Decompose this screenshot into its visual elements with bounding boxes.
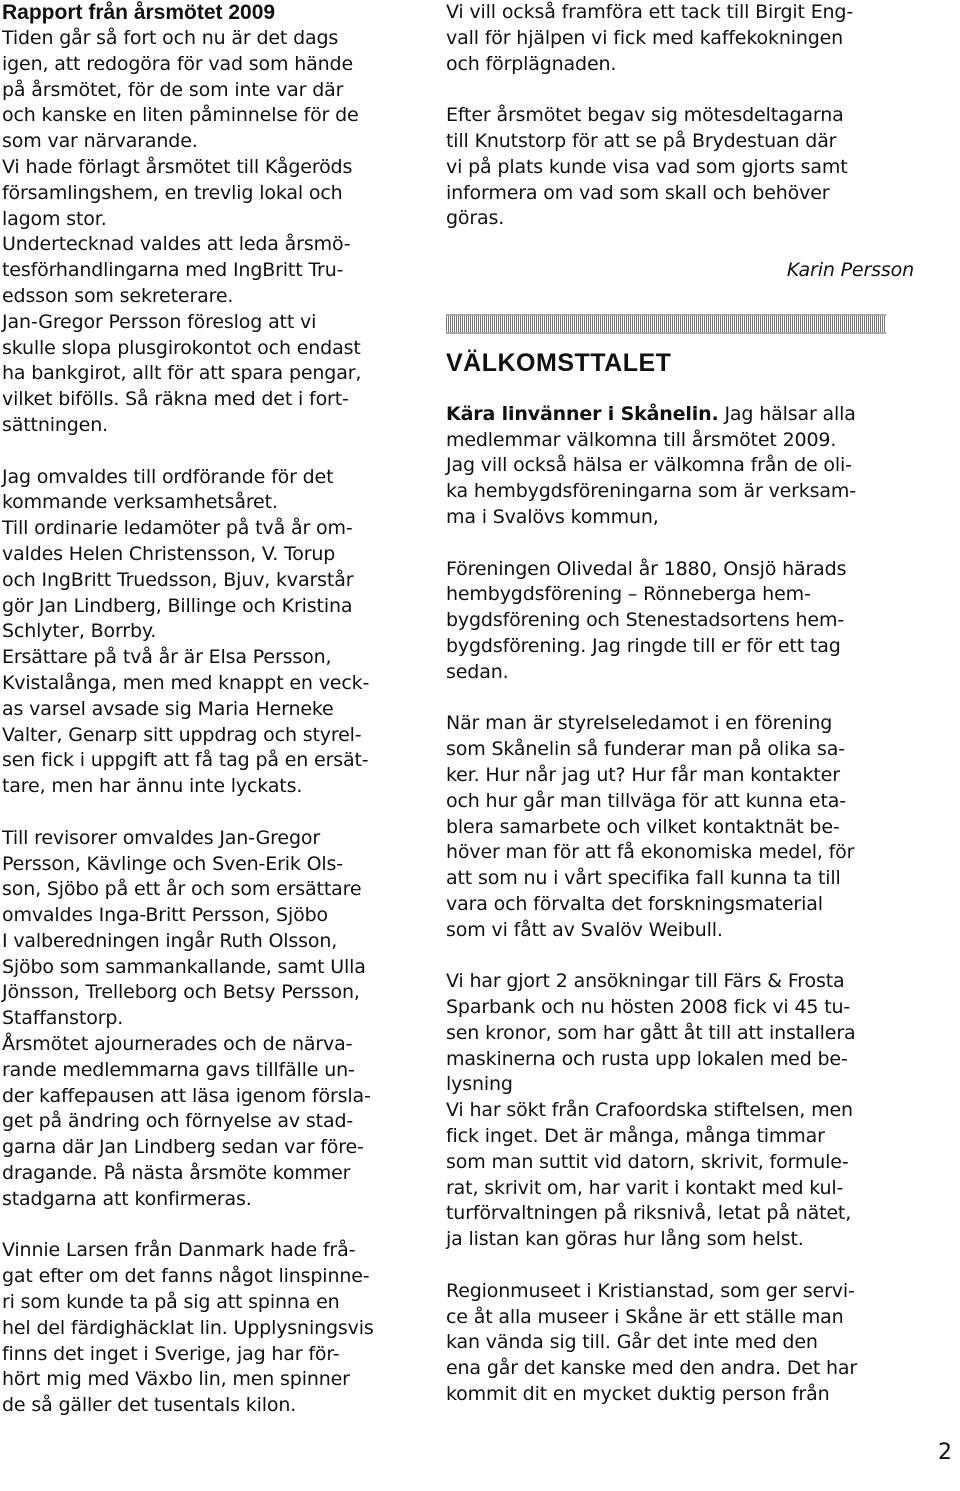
greeting-rest: Jag hälsar alla xyxy=(718,402,856,425)
text-line: vara och förvalta det forskningsmaterial xyxy=(446,892,823,915)
text-line: ena går det kanske med den andra. Det har xyxy=(446,1357,858,1380)
text-line: ri som kunde ta på sig att spinna en xyxy=(2,1291,340,1314)
text-line: ma i Svalövs kommun, xyxy=(446,505,659,528)
text-line: och hur går man tillväga för att kunna eta- xyxy=(446,789,846,812)
text-line: turförvaltningen på riksnivå, letat på nätet, xyxy=(446,1202,852,1225)
text-line: Efter årsmötet begav sig mötesdeltagarna xyxy=(446,104,844,127)
page-number: 2 xyxy=(938,1440,952,1465)
text-line: och IngBritt Truedsson, Bjuv, kvarstår xyxy=(2,568,354,591)
text-line: stadgarna att konfirmeras. xyxy=(2,1187,252,1210)
text-line: Sparbank och nu hösten 2008 fick vi 45 tu- xyxy=(446,996,851,1019)
text-line: Tiden går så fort och nu är det dags xyxy=(2,27,339,49)
text-line: de så gäller det tusentals kilon. xyxy=(2,1394,297,1417)
text-line: Till revisorer omvaldes Jan-Gregor xyxy=(2,826,320,849)
paragraph-gap xyxy=(446,77,920,103)
text-line: Undertecknad valdes att leda årsmö- xyxy=(2,233,351,256)
text-line: ja listan kan göras hur lång som helst. xyxy=(446,1228,804,1251)
text-line: kan vända sig till. Går det inte med den xyxy=(446,1331,818,1354)
text-line: der kaffepausen att läsa igenom försla- xyxy=(2,1084,371,1107)
right-article-ending xyxy=(446,0,920,232)
text-line: get på ändring och förnyelse av stad- xyxy=(2,1110,354,1133)
text-line: rande medlemmarna gavs tillfälle un- xyxy=(2,1058,355,1081)
greeting-line xyxy=(446,402,920,428)
text-line: son, Sjöbo på ett år och som ersättare xyxy=(2,878,362,901)
text-line: sen fick i uppgift att få tag på en ersät- xyxy=(2,749,369,772)
text-line: as varsel avsade sig Maria Herneke xyxy=(2,697,334,720)
text-line: som man suttit vid datorn, skrivit, formule- xyxy=(446,1150,849,1173)
text-line: När man är styrelseledamot i en förening xyxy=(446,712,833,735)
text-line: sedan. xyxy=(446,660,509,683)
text-line: kommit dit en mycket duktig person från xyxy=(446,1383,830,1406)
text-line: bygdsförening och Stenestadsortens hem- xyxy=(446,609,845,632)
text-line: Jönsson, Trelleborg och Betsy Persson, xyxy=(2,981,360,1004)
text-line: tare, men har ännu inte lyckats. xyxy=(2,775,303,798)
right-column xyxy=(446,0,920,1408)
text-line: församlingshem, en trevlig lokal och xyxy=(2,181,343,204)
text-line: lysning xyxy=(446,1073,513,1096)
text-line: och förplägnaden. xyxy=(446,52,617,75)
section-divider xyxy=(446,314,886,334)
text-line: fick inget. Det är många, många timmar xyxy=(446,1125,825,1148)
text-line: medlemmar välkomna till årsmötet 2009. xyxy=(446,428,837,451)
text-line: Vi hade förlagt årsmötet till Kågeröds xyxy=(2,155,353,178)
text-line: kommande verksamhetsåret. xyxy=(2,491,278,514)
section-heading: VÄLKOMSTTALET xyxy=(446,348,672,377)
text-line: hembygdsförening – Rönneberga hem- xyxy=(446,583,811,606)
text-line: göras. xyxy=(446,207,505,230)
paragraph-gap xyxy=(2,439,420,465)
text-line: gör Jan Lindberg, Billinge och Kristina xyxy=(2,594,353,617)
text-line: att som nu i vårt specifika fall kunna ta till xyxy=(446,867,841,890)
text-line: lagom stor. xyxy=(2,207,107,230)
text-line: Till ordinarie ledamöter på två år om- xyxy=(2,517,353,540)
text-line: Vinnie Larsen från Danmark hade frå- xyxy=(2,1239,356,1262)
text-line: till Knutstorp för att se på Brydestuan där xyxy=(446,129,837,152)
text-line: hört mig med Växbo lin, men spinner xyxy=(2,1368,350,1391)
text-line: igen, att redogöra för vad som hände xyxy=(2,52,353,75)
text-line: ha bankgirot, allt för att spara pengar, xyxy=(2,362,362,385)
paragraph-gap xyxy=(446,944,920,970)
text-line: Jag vill också hälsa er välkomna från de oli- xyxy=(446,454,852,477)
text-line: Jan-Gregor Persson föreslog att vi xyxy=(2,310,317,333)
text-line: som vi fått av Svalöv Weibull. xyxy=(446,918,723,941)
left-article-body xyxy=(2,26,420,1419)
text-line: Kvistalånga, men med knappt en veck- xyxy=(2,671,370,694)
paragraph-gap xyxy=(446,1253,920,1279)
text-line: hel del färdighäcklat lin. Upplysningsvis xyxy=(2,1316,374,1339)
text-line: och kanske en liten påminnelse för de xyxy=(2,104,359,127)
text-line: omvaldes Inga-Britt Persson, Sjöbo xyxy=(2,904,328,927)
text-line: som Skånelin så funderar man på olika sa- xyxy=(446,738,845,761)
text-line: höver man för att få ekonomiska medel, för xyxy=(446,841,855,864)
text-line: Staffanstorp. xyxy=(2,1007,124,1030)
paragraph-gap xyxy=(2,800,420,826)
text-line: Regionmuseet i Kristianstad, som ger servi- xyxy=(446,1279,855,1302)
text-line: sättningen. xyxy=(2,413,108,436)
text-line: skulle slopa plusgirokontot och endast xyxy=(2,336,361,359)
text-line: Föreningen Olivedal år 1880, Onsjö härads xyxy=(446,557,847,580)
text-line: blera samarbete och vilket kontaktnät be- xyxy=(446,815,840,838)
text-line: ka hembygdsföreningarna som är verksam- xyxy=(446,480,856,503)
text-line: dragande. På nästa årsmöte kommer xyxy=(2,1162,351,1185)
text-line: Schlyter, Borrby. xyxy=(2,620,157,643)
text-line: I valberedningen ingår Ruth Olsson, xyxy=(2,929,338,952)
text-line: finns det inget i Sverige, jag har för- xyxy=(2,1342,340,1365)
author-signature: Karin Persson xyxy=(786,258,914,281)
text-line: Valter, Genarp sitt uppdrag och styrel- xyxy=(2,723,362,746)
text-line: ce åt alla museer i Skåne är ett ställe man xyxy=(446,1305,844,1328)
text-line: Årsmötet ajournerades och de närva- xyxy=(2,1033,353,1056)
text-line: edsson som sekreterare. xyxy=(2,284,234,307)
text-line: som var närvarande. xyxy=(2,130,198,153)
text-line: sen kronor, som har gått åt till att installera xyxy=(446,1021,856,1044)
text-line: valdes Helen Christensson, V. Torup xyxy=(2,542,336,565)
text-line: vi på plats kunde visa vad som gjorts samt xyxy=(446,155,848,178)
text-line: ker. Hur når jag ut? Hur får man kontakter xyxy=(446,763,840,786)
text-line: Vi vill också framföra ett tack till Birgit Eng- xyxy=(446,1,854,23)
text-line: garna där Jan Lindberg sedan var före- xyxy=(2,1136,364,1159)
text-line: vilket bifölls. Så räkna med det i fort- xyxy=(2,388,349,411)
greeting-bold: Kära linvänner i Skånelin. xyxy=(446,402,719,425)
paragraph-gap xyxy=(446,531,920,557)
text-line: tesförhandlingarna med IngBritt Tru- xyxy=(2,259,344,282)
text-line: bygdsförening. Jag ringde till er för ett tag xyxy=(446,634,841,657)
text-line: på årsmötet, för de som inte var där xyxy=(2,78,344,101)
paragraph-gap xyxy=(446,686,920,712)
text-line: Persson, Kävlinge och Sven-Erik Ols- xyxy=(2,852,343,875)
text-line: Vi har gjort 2 ansökningar till Färs & Frosta xyxy=(446,970,845,993)
text-line: Sjöbo som sammankallande, samt Ulla xyxy=(2,955,366,978)
text-line: rat, skrivit om, har varit i kontakt med kul- xyxy=(446,1176,844,1199)
text-line: gat efter om det fanns något linspinne- xyxy=(2,1265,370,1288)
text-line: Vi har sökt från Crafoordska stiftelsen, men xyxy=(446,1099,853,1122)
article-title: Rapport från årsmötet 2009 xyxy=(2,1,276,24)
text-line: Ersättare på två år är Elsa Persson, xyxy=(2,646,332,669)
left-column xyxy=(2,0,420,1419)
text-line: informera om vad som skall och behöver xyxy=(446,181,830,204)
text-line: Jag omvaldes till ordförande för det xyxy=(2,465,334,488)
text-line: vall för hjälpen vi fick med kaffekokningen xyxy=(446,26,844,49)
paragraph-gap xyxy=(2,1213,420,1239)
text-line: maskinerna och rusta upp lokalen med be- xyxy=(446,1047,848,1070)
speech-body xyxy=(446,428,920,1408)
